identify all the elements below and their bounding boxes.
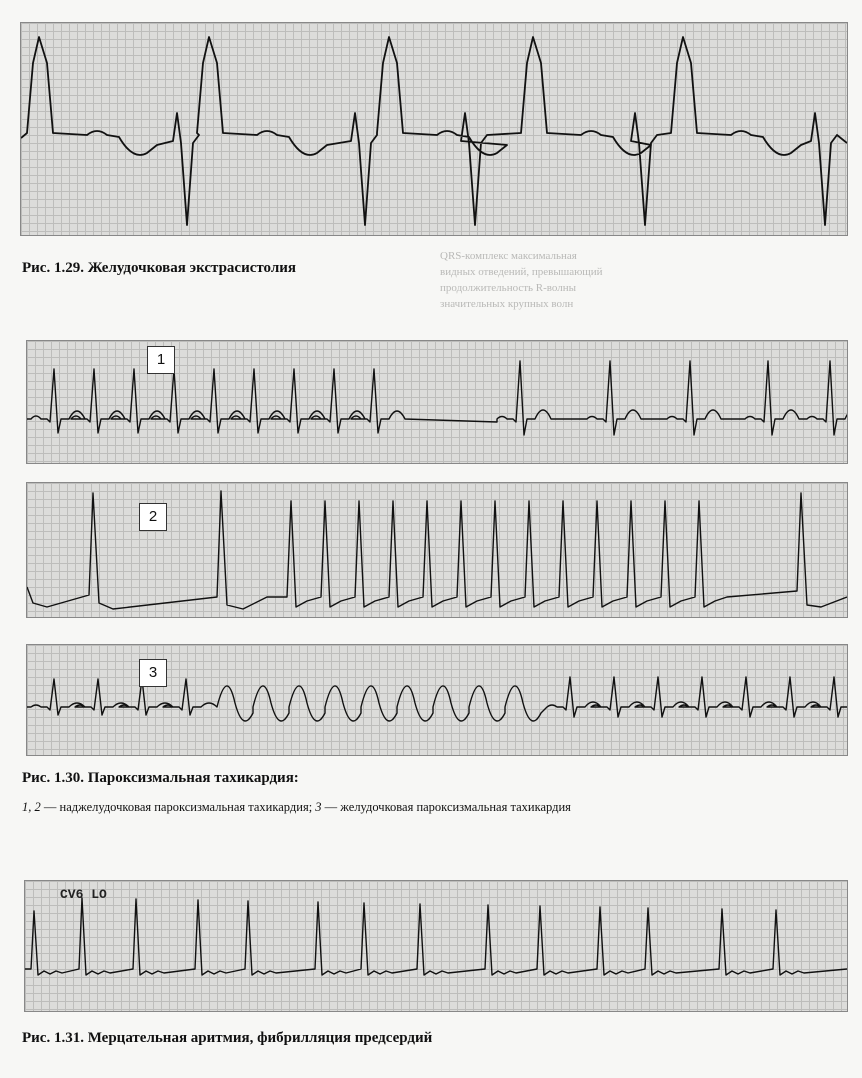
- background-text: QRS-комплекс максимальная: [440, 250, 577, 262]
- ecg-strip-atrial-fibrillation: [24, 880, 848, 1012]
- subcaption-text-b: — желудочковая пароксизмальная тахикардия: [321, 800, 571, 814]
- subcaption-num-b: 3: [315, 800, 322, 814]
- strip-label-2: 2: [139, 503, 167, 531]
- ecg-strip-tachycardia-3: [26, 644, 848, 756]
- ecg-waveform: [25, 898, 847, 975]
- figure-caption-1-31: Рис. 1.31. Мерцательная аритмия, фибрилляция предсердий: [22, 1030, 433, 1046]
- subcaption-text-a: — наджелудочковая пароксизмальная тахикардия;: [40, 800, 316, 814]
- figure-subcaption-1-30: [22, 800, 571, 815]
- ecg-strip-ventricular-extrasystole: [20, 22, 848, 236]
- ecg-strip-tachycardia-1: [26, 340, 848, 464]
- subcaption-nums-a: 1, 2: [22, 800, 41, 814]
- ecg-trace-3: [25, 881, 847, 1011]
- strip-label-1: 1: [147, 346, 175, 374]
- ecg-strip-tachycardia-2: [26, 482, 848, 618]
- background-text: видных отведений, превышающий: [440, 266, 603, 278]
- ecg-trace-1: [21, 23, 847, 235]
- lead-label: СV6 LO: [60, 887, 107, 902]
- strip-label-3: 3: [139, 659, 167, 687]
- figure-caption-1-29: Рис. 1.29. Желудочковая экстрасистолия: [22, 260, 297, 276]
- ecg-waveform: [21, 37, 847, 225]
- background-text: значительных крупных волн: [440, 298, 574, 310]
- figure-caption-1-30: Рис. 1.30. Пароксизмальная тахикардия:: [22, 770, 299, 786]
- background-text: продолжительность R-волны: [440, 282, 577, 294]
